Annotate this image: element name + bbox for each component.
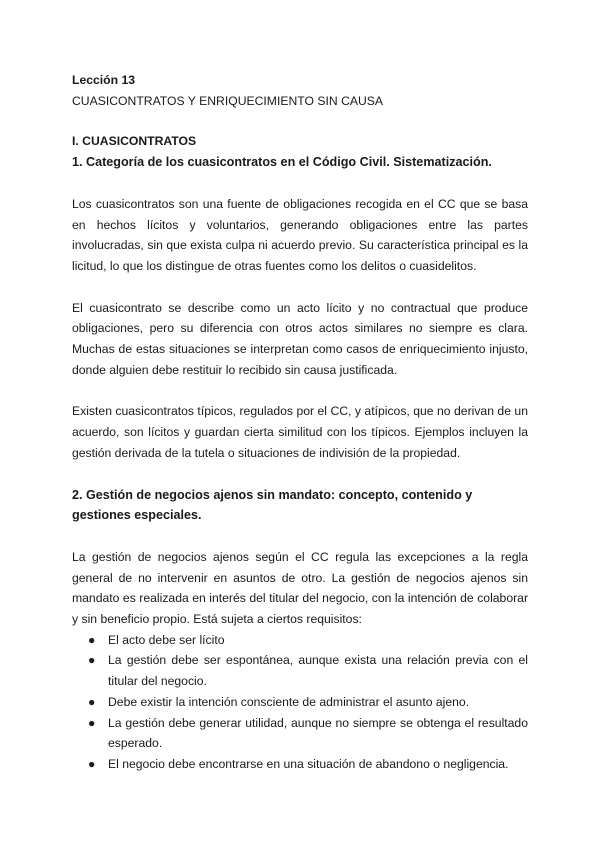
subsection-heading-2: 2. Gestión de negocios ajenos sin mandato: concepto, contenido y gestiones especiales. [72, 487, 473, 523]
requirements-list [72, 630, 528, 775]
paragraph-2: El cuasicontrato se describe como un acto lícito y no contractual que produce obligaciones, pero su diferencia con otros actos similares no siempre es clara. Muchas de estas situaciones se interpretan como casos de enriquecimiento injusto, donde alguien debe restituir lo recibido sin causa justificada. [72, 300, 528, 377]
section-heading: I. CUASICONTRATOS [72, 134, 197, 149]
list-item-text: El acto debe ser lícito [108, 632, 225, 647]
document-content [72, 70, 528, 775]
bullet-icon: ● [88, 632, 96, 647]
list-item [72, 754, 528, 775]
bullet-icon: ● [88, 756, 96, 771]
subsection-heading-1: 1. Categoría de los cuasicontratos en el Código Civil. Sistematización. [72, 155, 492, 170]
list-item-text: La gestión debe generar utilidad, aunque no siempre se obtenga el resultado esperado. [108, 715, 528, 751]
list-item [72, 692, 528, 713]
paragraph-3: Existen cuasicontratos típicos, regulados por el CC, y atípicos, que no derivan de un acuerdo, son lícitos y guardan cierta similitud con los típicos. Ejemplos incluyen la gestión derivada de la tutela o situaciones de indivisión de la propiedad. [72, 404, 528, 460]
bullet-icon: ● [88, 653, 96, 668]
bullet-icon: ● [88, 715, 96, 730]
paragraph-4: La gestión de negocios ajenos según el CC regula las excepciones a la regla general de no intervenir en asuntos de otro. La gestión de negocios ajenos sin mandato es realizada en interés del titular del negocio, con la intención de colaborar y sin beneficio propio. Está sujeta a ciertos requisitos: [72, 549, 528, 627]
list-item [72, 650, 528, 691]
list-item-text: La gestión debe ser espontánea, aunque exista una relación previa con el titular del negocio. [108, 653, 528, 689]
list-item-text: El negocio debe encontrarse en una situación de abandono o negligencia. [108, 756, 509, 771]
list-item [72, 630, 528, 651]
list-item-text: Debe existir la intención consciente de administrar el asunto ajeno. [108, 694, 470, 709]
lesson-title: CUASICONTRATOS Y ENRIQUECIMIENTO SIN CAUSA [72, 93, 384, 108]
list-item [72, 713, 528, 754]
lesson-number: Lección 13 [72, 73, 135, 87]
bullet-icon: ● [88, 694, 96, 709]
paragraph-1: Los cuasicontratos son una fuente de obligaciones recogida en el CC que se basa en hechos lícitos y voluntarios, generando obligaciones entre las partes involucradas, sin que exista culpa ni acuerdo previo. Su característica principal es la licitud, lo que los distingue de otras fuentes como los delitos o cuasidelitos. [72, 196, 528, 273]
